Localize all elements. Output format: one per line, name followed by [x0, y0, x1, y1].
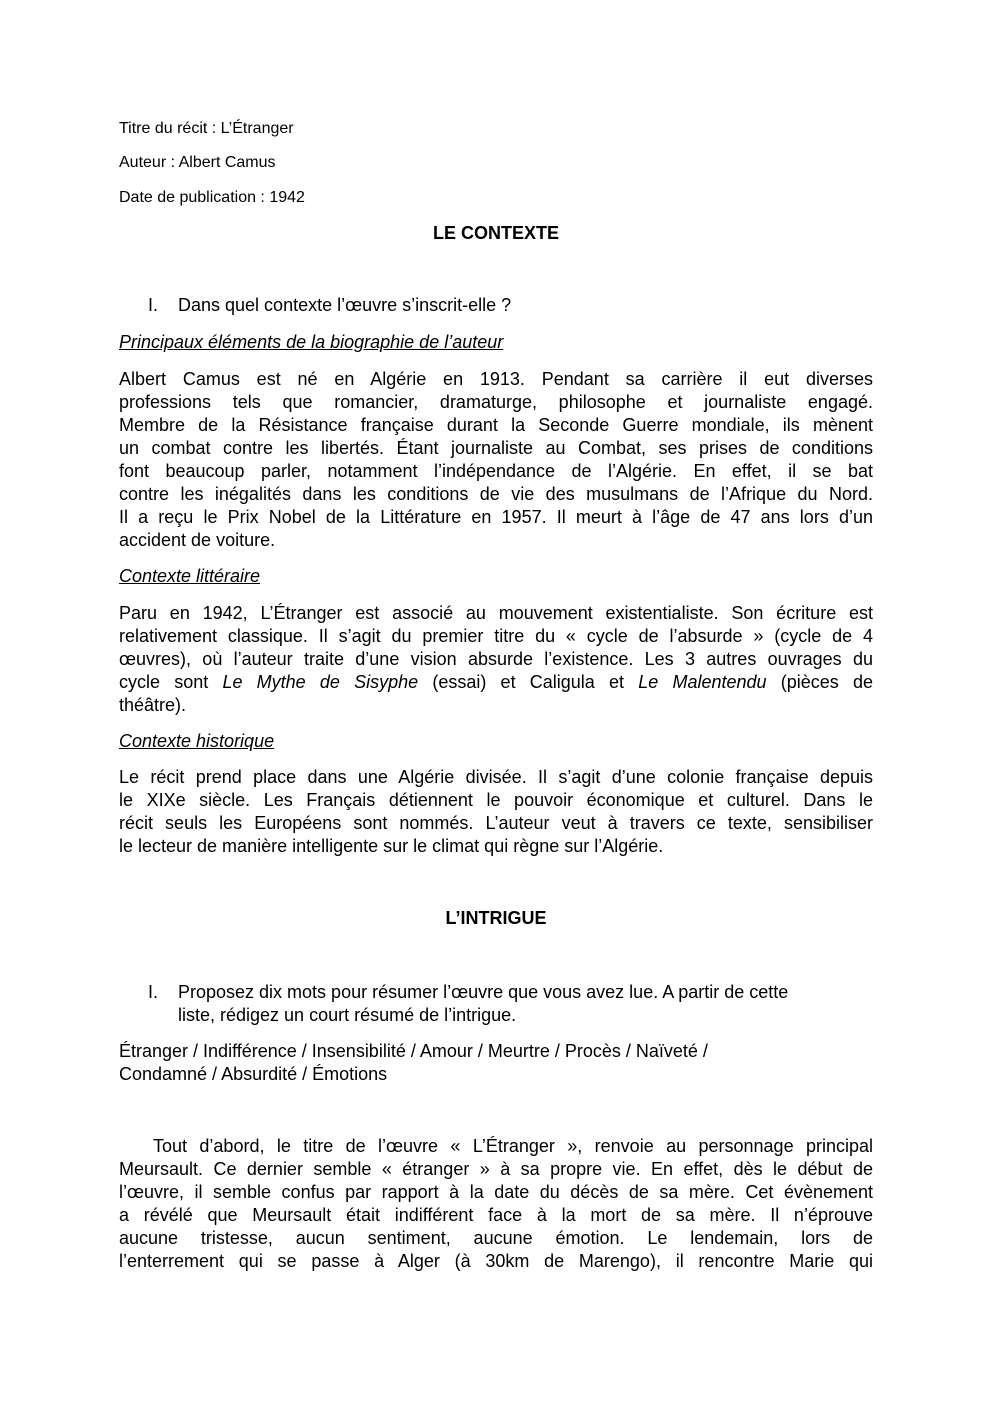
book-title: Le Mythe de Sisyphe [222, 672, 419, 692]
author-line: Auteur : Albert Camus [119, 154, 276, 171]
section-heading-contexte: LE CONTEXTE [432, 223, 559, 243]
text-line: aucune tristesse, aucun sentiment, aucune émotion. Le lendemain, lors de [119, 1228, 873, 1248]
date-line: Date de publication : 1942 [119, 189, 305, 206]
text-line: Il a reçu le Prix Nobel de la Littérature en 1957. Il meurt à l’âge de 47 ans lors d’un [119, 507, 873, 527]
question-contexte [148, 294, 873, 317]
subtitle-contexte-litteraire: Contexte littéraire [119, 566, 261, 586]
text-line: un combat contre les libertés. Étant journaliste au Combat, ses prises de conditions [119, 438, 873, 458]
paragraph-contexte-litteraire [119, 602, 873, 717]
text-line: récit seuls les Européens sont nommés. L’auteur veut à travers ce texte, sensibiliser [119, 813, 873, 833]
text-line: l’œuvre, il semble confus par rapport à la date du décès de sa mère. Cet évènement [119, 1182, 873, 1202]
paragraph-biographie [119, 368, 873, 552]
text-line: Tout d’abord, le titre de l’œuvre « L’Étranger », renvoie au personnage principal [153, 1136, 873, 1156]
text-line: le lecteur de manière intelligente sur le climat qui règne sur l’Algérie. [119, 836, 664, 856]
section-heading-intrigue: L’INTRIGUE [445, 908, 547, 928]
text-line: Paru en 1942, L’Étranger est associé au mouvement existentialiste. Son écriture est [119, 603, 873, 623]
text-line: relativement classique. Il s’agit du premier titre du « cycle de l’absurde » (cycle de 4 [119, 626, 873, 646]
question-intrigue [148, 981, 873, 1027]
text-run: (pièces de [766, 672, 873, 692]
paragraph-summary [119, 1135, 873, 1273]
subtitle-biographie: Principaux éléments de la biographie de l’auteur [119, 332, 504, 352]
text-line: a révélé que Meursault était indifférent face à la mort de sa mère. Il n’éprouve [119, 1205, 873, 1225]
subtitle-contexte-historique: Contexte historique [119, 731, 275, 751]
question-text-line: Proposez dix mots pour résumer l’œuvre que vous avez lue. A partir de cette [178, 982, 789, 1002]
text-line: l’enterrement qui se passe à Alger (à 30km de Marengo), il rencontre Marie qui [119, 1251, 873, 1271]
text-line: Le récit prend place dans une Algérie divisée. Il s’agit d’une colonie française depuis [119, 767, 873, 787]
text-line: contre les inégalités dans les conditions de vie des musulmans de l’Afrique du Nord. [119, 484, 873, 504]
text-line: Condamné / Absurdité / Émotions [119, 1064, 388, 1084]
text-line: font beaucoup parler, notamment l’indépendance de l’Algérie. En effet, il se bat [119, 461, 873, 481]
text-run: cycle sont [119, 672, 223, 692]
text-line: Albert Camus est né en Algérie en 1913. Pendant sa carrière il eut diverses [119, 369, 873, 389]
question-text-line: liste, rédigez un court résumé de l’intrigue. [178, 1005, 517, 1025]
paragraph-key-words [119, 1040, 873, 1086]
text-line-mixed [119, 671, 873, 694]
text-line: Étranger / Indifférence / Insensibilité / Amour / Meurtre / Procès / Naïveté / [119, 1041, 708, 1061]
question-number: I. [148, 295, 159, 315]
text-line: professions tels que romancier, dramaturge, philosophe et journaliste engagé. [119, 392, 873, 412]
text-line: le XIXe siècle. Les Français détiennent le pouvoir économique et culturel. Dans le [119, 790, 873, 810]
text-line: théâtre). [119, 695, 187, 715]
text-line: Membre de la Résistance française durant la Seconde Guerre mondiale, ils mènent [119, 415, 873, 435]
text-line: Meursault. Ce dernier semble « étranger » à sa propre vie. En effet, dès le début de [119, 1159, 873, 1179]
text-line: œuvres), où l’auteur traite d’une vision absurde l’existence. Les 3 autres ouvrages du [119, 649, 873, 669]
question-number: I. [148, 982, 159, 1002]
question-text: Dans quel contexte l’œuvre s’inscrit-elle ? [178, 295, 512, 315]
book-title: Le Malentendu [638, 672, 767, 692]
text-line: accident de voiture. [119, 530, 276, 550]
text-run: (essai) et Caligula et [418, 672, 639, 692]
paragraph-contexte-historique [119, 766, 873, 858]
title-line: Titre du récit : L’Étranger [119, 120, 294, 137]
